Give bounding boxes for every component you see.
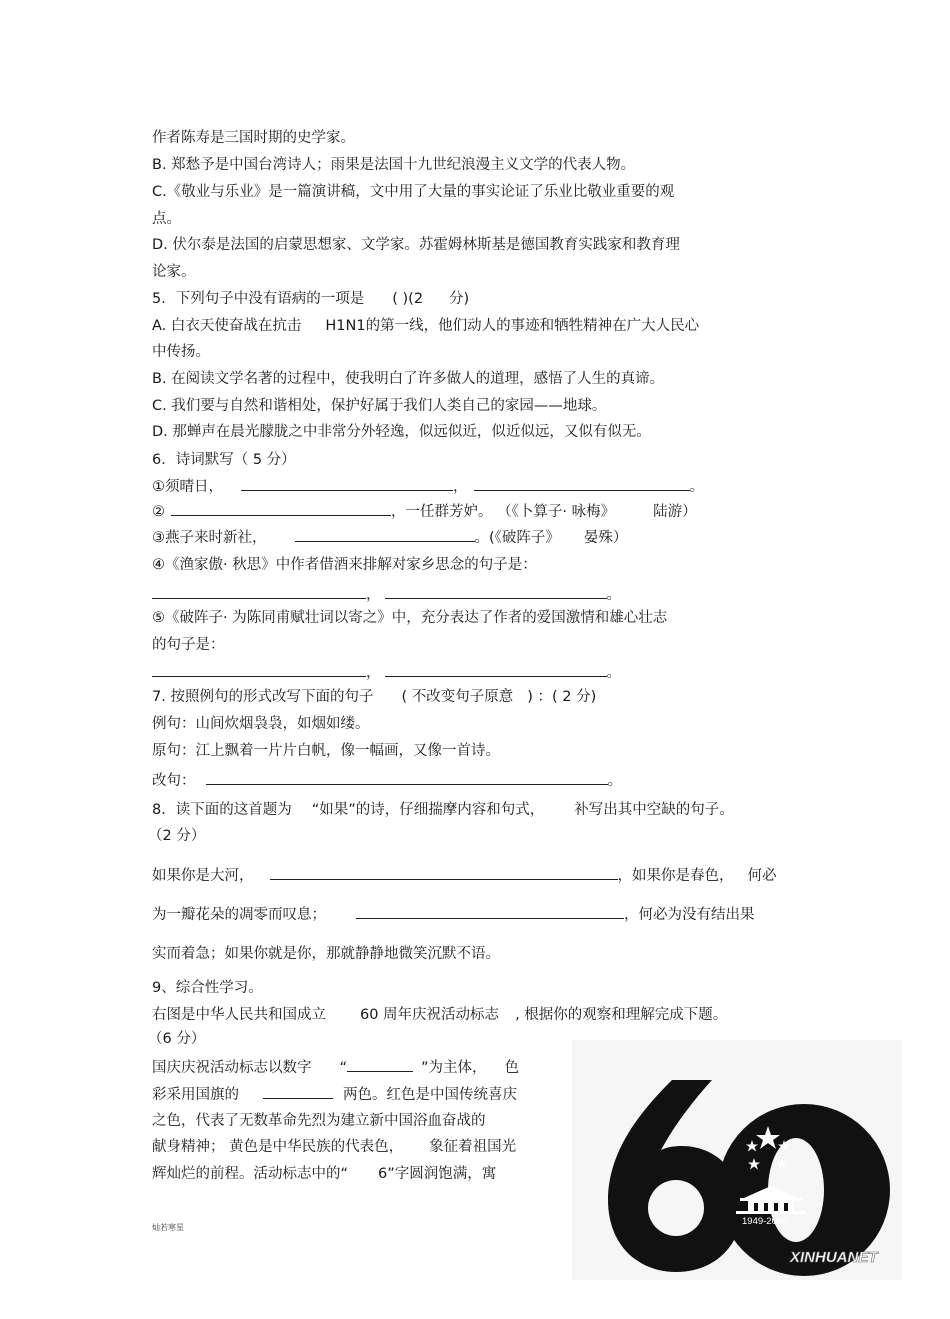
score: ) ：( 2 分) [527,689,597,705]
option-b: B. 在阅读文学名著的过程中，使我明白了许多做人的道理，感悟了人生的真谛。 [152,371,665,387]
label: 改句： [152,773,196,789]
punct: ， [366,665,381,681]
footer-text: 灿若寒星 [152,1223,184,1232]
poem-line-3 [152,527,627,548]
question-text: 右图是中华人民共和国成立 [152,1007,326,1023]
score: （6 分） [148,1031,206,1047]
poem-blank-line-1 [152,865,777,886]
question-9: 9、综合性学习。 [152,980,263,996]
score: （2 分） [148,828,206,844]
original-sentence: 原句：江上飘着一片片白帆，像一幅画，又像一首诗。 [152,743,500,759]
logo-years: 1949-2009 [742,1216,788,1227]
punct: 。 [607,773,622,789]
poem-line-5-blanks [152,662,621,683]
text: 国庆庆祝活动标志以数字 [152,1060,312,1076]
text-line: 的句子是： [152,637,225,653]
logo-text-line-4 [152,1137,516,1157]
text: 色 [504,1060,520,1076]
answer-blank[interactable] [152,662,366,677]
question-text: “如果”的诗，仔细揣摩内容和句式， [311,802,545,818]
poem-text: ，何必为没有结出果 [624,907,755,923]
answer-blank[interactable] [152,584,366,599]
text-line: 中传扬。 [152,344,210,360]
example-sentence: 例句：山间炊烟袅袅，如烟如缕。 [152,716,370,732]
option-c: C. 我们要与自然和谐相处，保护好属于我们人类自己的家园——地球。 [152,398,607,414]
text: 象征着祖国光 [429,1139,517,1155]
punct: 。 [606,587,621,603]
logo-text-line-3: 之色，代表了无数革命先烈为建立新中国浴血奋战的 [152,1113,486,1129]
watermark-text: XINHUANET [790,1249,878,1266]
answer-blank[interactable] [206,770,608,785]
anniversary-60-logo [572,1040,902,1280]
poem-text: ② [152,504,165,520]
poem-text: 为一瓣花朵的凋零而叹息； [152,907,326,923]
poem-text: ，一任群芳妒。 （《卜算子· 咏梅》 [391,504,616,520]
question-9-intro [152,1005,727,1025]
answer-blank[interactable] [385,662,607,677]
logo-text-line-2 [152,1084,517,1105]
logo-text-line-5 [152,1164,496,1184]
question-text: , 根据你的观察和理解完成下题。 [515,1007,728,1023]
punct: ， [366,587,381,603]
punct: “ [339,1060,348,1076]
logo-image [572,1040,902,1280]
poem-blank-line-2 [152,904,755,925]
answer-blank[interactable] [171,501,391,516]
answer-blank[interactable] [385,584,607,599]
question-text: ( 不改变句子原意 [401,689,514,705]
question-6: 6．诗词默写（ 5 分） [152,452,296,468]
answer-blank[interactable] [356,904,624,919]
text: 辉灿烂的前程。活动标志中的“ [152,1166,349,1182]
option-b: B. 郑愁予是中国台湾诗人；雨果是法国十九世纪浪漫主义文学的代表人物。 [152,157,636,173]
answer-blank[interactable] [263,1084,333,1099]
poem-line-2 [152,501,697,522]
poem-line-4-blanks [152,584,621,605]
score: 分) [449,291,470,307]
text-line: 作者陈寿是三国时期的史学家。 [152,130,355,146]
text: 6”字圆润饱满，寓 [378,1166,497,1182]
question-text: 5．下列句子中没有语病的一项是 [152,291,365,307]
rewrite-line [152,770,622,791]
poem-text: 实而着急；如果你就是你，那就静静地微笑沉默不语。 [152,946,500,962]
option-c: C.《敬业与乐业》是一篇演讲稿，文中用了大量的事实论证了乐业比敬业重要的观 [152,184,675,200]
text: ”为主体， [421,1060,487,1076]
option-d: D. 伏尔泰是法国的启蒙思想家、文学家。苏霍姆林斯基是德国教育实践家和教育理 [152,237,680,253]
question-text: 8．读下面的这首题为 [152,802,292,818]
answer-blank[interactable] [295,527,475,542]
text: 献身精神； 黄色是中华民族的代表色， [152,1139,404,1155]
question-text: 60 周年庆祝活动标志 [360,1007,500,1023]
punct: 。 [689,479,704,495]
question-7 [152,687,596,707]
poem-text: 如果你是大河， [152,868,254,884]
option-d: D. 那蝉声在晨光朦胧之中非常分外轻逸，似远似近，似近似远，又似有似无。 [152,424,651,440]
question-5 [152,289,469,309]
poem-line-4: ④《渔家傲· 秋思》中作者借酒来排解对家乡思念的句子是： [152,557,537,573]
text: 彩采用国旗的 [152,1087,239,1103]
punct: ， [453,479,468,495]
poem-text: 。(《破阵子》 [474,530,560,546]
option-a [152,316,699,336]
poem-text: ③燕子来时新社， [152,530,267,546]
answer-blank[interactable] [347,1057,413,1072]
poem-text: ①须晴日， [152,479,223,495]
author: 晏殊） [583,530,628,546]
text: 两色。红色是中国传统喜庆 [343,1087,517,1103]
poem-line-1 [152,476,704,497]
answer-blank[interactable] [241,476,453,491]
answer-paren: ( )(2 [392,291,424,307]
answer-blank[interactable] [474,476,690,491]
poem-line-5: ⑤《破阵子· 为陈同甫赋壮词以寄之》中，充分表达了作者的爱国激情和雄心壮志 [152,610,668,626]
text-line: 点。 [152,211,181,227]
question-8 [152,800,734,820]
text-line: 论家。 [152,264,196,280]
poem-text: ，如果你是春色， [617,868,734,884]
answer-blank[interactable] [270,865,618,880]
punct: 。 [606,665,621,681]
logo-text-line-1 [152,1057,519,1078]
option-text: H1N1的第一线，他们动人的事迹和牺牲精神在广大人民心 [325,318,700,334]
poem-text: 何必 [747,868,777,884]
author: 陆游） [653,504,697,520]
option-text: A. 白衣天使奋战在抗击 [152,318,302,334]
question-text: 7. 按照例句的形式改写下面的句子 [152,689,374,705]
question-text: 补写出其中空缺的句子。 [574,802,734,818]
